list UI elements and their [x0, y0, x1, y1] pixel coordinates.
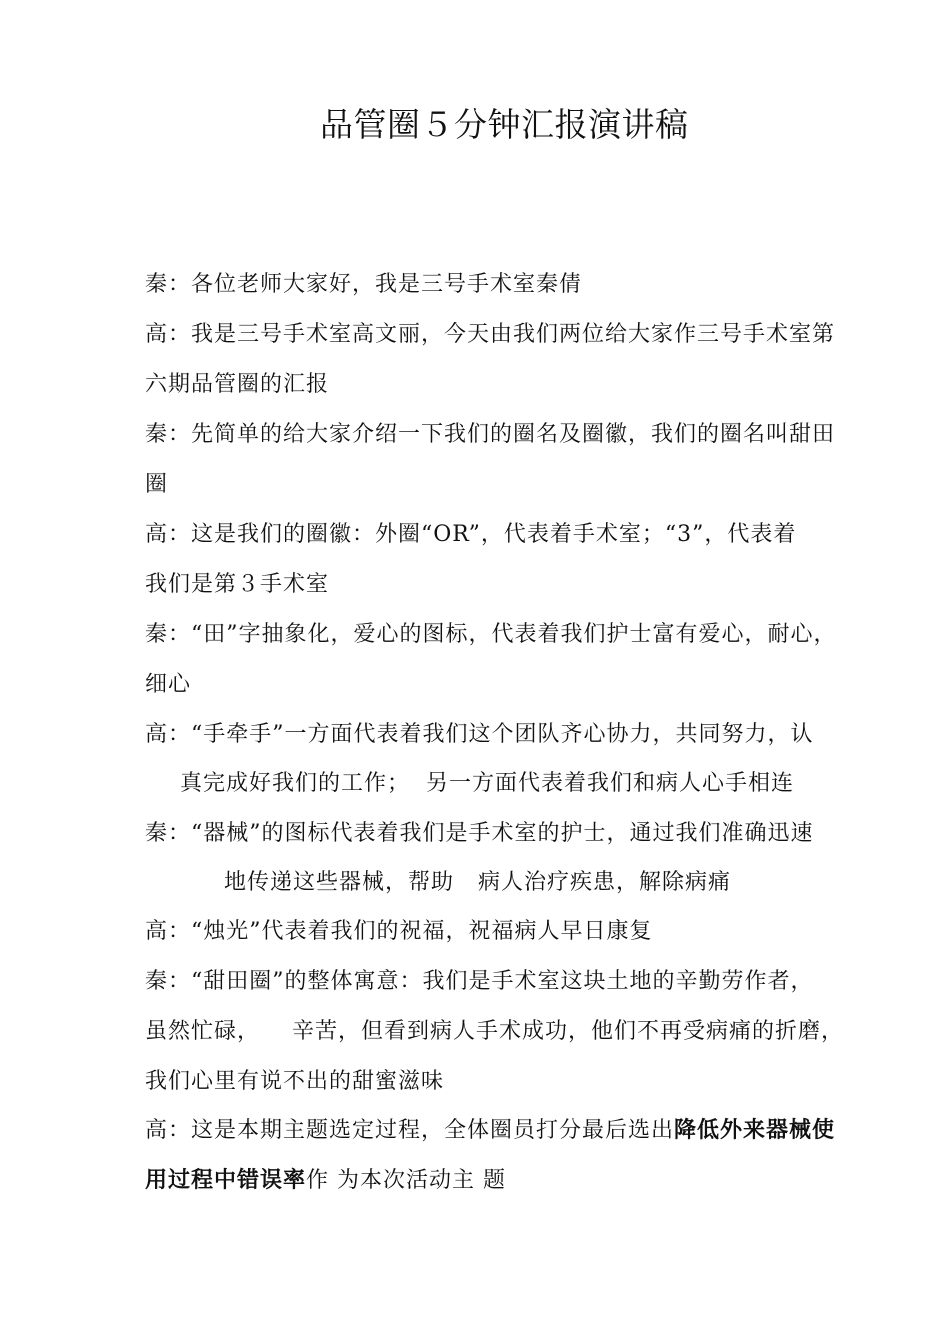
paragraph-line: 秦：“器械”的图标代表着我们是手术室的护士，通过我们准确迅速 [145, 821, 814, 846]
paragraph-line: 地传递这些器械，帮助 病人治疗疾患，解除病痛 [224, 870, 731, 895]
paragraph-line: 虽然忙碌， 辛苦，但看到病人手术成功，他们不再受病痛的折磨， [145, 1019, 844, 1044]
paragraph-line: 高：这是我们的圈徽：外圈“OR”，代表着手术室；“3”，代表着 [145, 522, 797, 547]
paragraph-line [145, 1164, 506, 1198]
paragraph-line: 秦：各位老师大家好，我是三号手术室秦倩 [145, 272, 583, 297]
paragraph-line: 秦：先简单的给大家介绍一下我们的圈名及圈徽，我们的圈名叫甜田 [145, 422, 836, 447]
paragraph-line: 圈 [145, 472, 169, 497]
paragraph-line: 秦：“甜田圈”的整体寓意：我们是手术室这块土地的辛勤劳作者， [145, 969, 814, 994]
document-title: 品管圈５分钟汇报演讲稿 [320, 105, 689, 144]
paragraph-line: 高：“手牵手”一方面代表着我们这个团队齐心协力，共同努力，认 [145, 722, 814, 747]
paragraph-line: 高：我是三号手术室高文丽，今天由我们两位给大家作三号手术室第 [145, 322, 836, 347]
paragraph-line: 真完成好我们的工作； 另一方面代表着我们和病人心手相连 [180, 771, 794, 796]
topic-highlight: 用过程中错误率 [145, 1168, 307, 1193]
paragraph-line: 我们是第３手术室 [145, 572, 330, 597]
topic-highlight: 降低外来器械使 [674, 1118, 836, 1143]
paragraph-line: 我们心里有说不出的甜蜜滋味 [145, 1069, 445, 1094]
paragraph-line: 细心 [145, 672, 192, 697]
paragraph-line [145, 1114, 835, 1148]
paragraph-line: 六期品管圈的汇报 [145, 372, 330, 397]
paragraph-line: 高：“烛光”代表着我们的祝福，祝福病人早日康复 [145, 919, 653, 944]
paragraph-line: 秦：“田”字抽象化，爱心的图标，代表着我们护士富有爱心，耐心， [145, 622, 837, 647]
paragraph-text: 作 为本次活动主 题 [306, 1168, 507, 1193]
paragraph-text: 高：这是本期主题选定过程，全体圈员打分最后选出 [145, 1118, 675, 1143]
